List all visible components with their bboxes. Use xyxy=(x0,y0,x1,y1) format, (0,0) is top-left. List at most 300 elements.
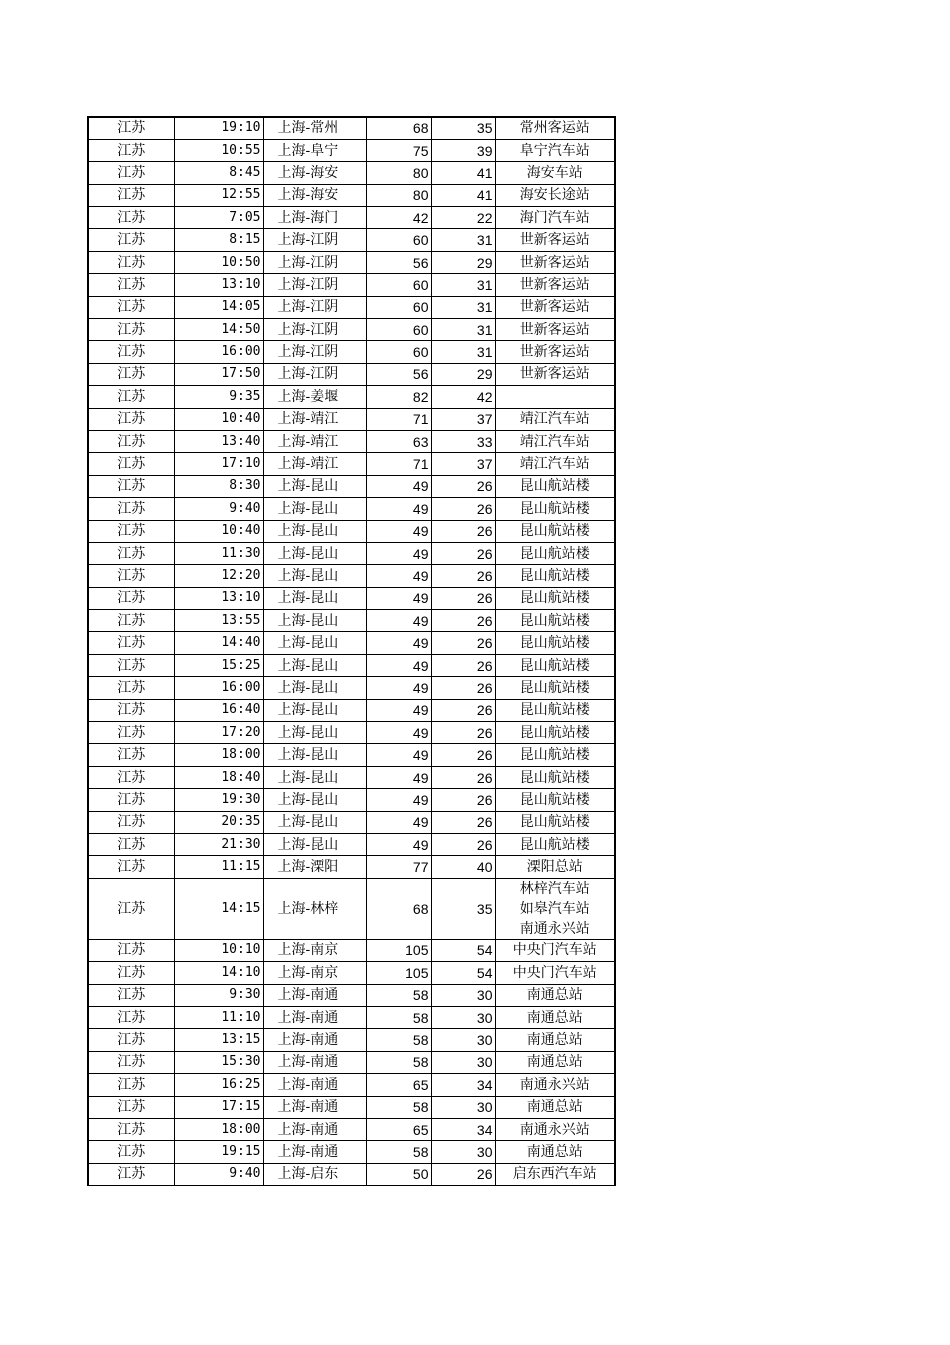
table-row xyxy=(88,834,615,856)
half-fare-cell: 37 xyxy=(431,453,495,475)
province-cell: 江苏 xyxy=(88,251,174,273)
route-cell: 上海-常州 xyxy=(263,117,366,139)
table-row xyxy=(88,207,615,229)
province-cell: 江苏 xyxy=(88,1074,174,1096)
station-cell: 昆山航站楼 xyxy=(495,789,615,811)
full-fare-cell: 49 xyxy=(366,610,431,632)
full-fare-cell: 49 xyxy=(366,677,431,699)
route-cell: 上海-南京 xyxy=(263,962,366,984)
route-cell: 上海-昆山 xyxy=(263,744,366,766)
province-cell: 江苏 xyxy=(88,878,174,939)
route-cell: 上海-南通 xyxy=(263,1006,366,1028)
departure-time-cell: 18:00 xyxy=(174,1118,263,1140)
full-fare-cell: 80 xyxy=(366,162,431,184)
station-cell: 昆山航站楼 xyxy=(495,610,615,632)
departure-time-cell: 9:40 xyxy=(174,1163,263,1185)
table-row xyxy=(88,1074,615,1096)
departure-time-cell: 10:55 xyxy=(174,139,263,161)
half-fare-cell: 31 xyxy=(431,274,495,296)
province-cell: 江苏 xyxy=(88,565,174,587)
station-cell: 南通总站 xyxy=(495,1096,615,1118)
half-fare-cell: 30 xyxy=(431,1096,495,1118)
half-fare-cell: 29 xyxy=(431,363,495,385)
table-row xyxy=(88,722,615,744)
province-cell: 江苏 xyxy=(88,856,174,878)
half-fare-cell: 42 xyxy=(431,386,495,408)
route-cell: 上海-南通 xyxy=(263,1029,366,1051)
half-fare-cell: 26 xyxy=(431,1163,495,1185)
station-cell: 昆山航站楼 xyxy=(495,654,615,676)
route-cell: 上海-昆山 xyxy=(263,498,366,520)
station-cell: 昆山航站楼 xyxy=(495,744,615,766)
province-cell: 江苏 xyxy=(88,984,174,1006)
station-cell: 海安车站 xyxy=(495,162,615,184)
table-row xyxy=(88,117,615,139)
full-fare-cell: 49 xyxy=(366,811,431,833)
table-row xyxy=(88,699,615,721)
station-cell: 世新客运站 xyxy=(495,341,615,363)
departure-time-cell: 17:15 xyxy=(174,1096,263,1118)
table-row xyxy=(88,962,615,984)
table-row xyxy=(88,430,615,452)
table-row xyxy=(88,654,615,676)
station-cell: 中央门汽车站 xyxy=(495,939,615,961)
half-fare-cell: 31 xyxy=(431,341,495,363)
table-row xyxy=(88,520,615,542)
full-fare-cell: 58 xyxy=(366,1029,431,1051)
station-cell: 昆山航站楼 xyxy=(495,587,615,609)
table-row xyxy=(88,565,615,587)
table-row xyxy=(88,341,615,363)
full-fare-cell: 60 xyxy=(366,229,431,251)
table-row xyxy=(88,856,615,878)
province-cell: 江苏 xyxy=(88,722,174,744)
half-fare-cell: 26 xyxy=(431,498,495,520)
province-cell: 江苏 xyxy=(88,139,174,161)
province-cell: 江苏 xyxy=(88,834,174,856)
full-fare-cell: 105 xyxy=(366,962,431,984)
station-cell: 昆山航站楼 xyxy=(495,632,615,654)
half-fare-cell: 26 xyxy=(431,587,495,609)
station-cell: 阜宁汽车站 xyxy=(495,139,615,161)
route-cell: 上海-南通 xyxy=(263,1141,366,1163)
half-fare-cell: 26 xyxy=(431,520,495,542)
province-cell: 江苏 xyxy=(88,386,174,408)
half-fare-cell: 26 xyxy=(431,565,495,587)
full-fare-cell: 58 xyxy=(366,1006,431,1028)
table-row xyxy=(88,386,615,408)
table-row xyxy=(88,744,615,766)
route-cell: 上海-昆山 xyxy=(263,811,366,833)
full-fare-cell: 60 xyxy=(366,296,431,318)
province-cell: 江苏 xyxy=(88,475,174,497)
station-cell: 昆山航站楼 xyxy=(495,834,615,856)
departure-time-cell: 19:10 xyxy=(174,117,263,139)
full-fare-cell: 60 xyxy=(366,319,431,341)
full-fare-cell: 68 xyxy=(366,117,431,139)
station-cell: 南通总站 xyxy=(495,1141,615,1163)
departure-time-cell: 18:40 xyxy=(174,766,263,788)
departure-time-cell: 7:05 xyxy=(174,207,263,229)
half-fare-cell: 34 xyxy=(431,1118,495,1140)
full-fare-cell: 49 xyxy=(366,744,431,766)
half-fare-cell: 35 xyxy=(431,878,495,939)
station-cell: 昆山航站楼 xyxy=(495,766,615,788)
full-fare-cell: 58 xyxy=(366,984,431,1006)
route-cell: 上海-昆山 xyxy=(263,722,366,744)
full-fare-cell: 49 xyxy=(366,654,431,676)
half-fare-cell: 31 xyxy=(431,229,495,251)
route-cell: 上海-昆山 xyxy=(263,677,366,699)
departure-time-cell: 14:50 xyxy=(174,319,263,341)
station-cell: 昆山航站楼 xyxy=(495,699,615,721)
table-row xyxy=(88,1163,615,1185)
full-fare-cell: 42 xyxy=(366,207,431,229)
half-fare-cell: 30 xyxy=(431,1141,495,1163)
departure-time-cell: 12:55 xyxy=(174,184,263,206)
province-cell: 江苏 xyxy=(88,498,174,520)
table-row xyxy=(88,274,615,296)
station-cell: 靖江汽车站 xyxy=(495,453,615,475)
full-fare-cell: 49 xyxy=(366,632,431,654)
full-fare-cell: 49 xyxy=(366,520,431,542)
full-fare-cell: 60 xyxy=(366,274,431,296)
departure-time-cell: 21:30 xyxy=(174,834,263,856)
bus-schedule-table xyxy=(87,116,616,1186)
full-fare-cell: 49 xyxy=(366,587,431,609)
full-fare-cell: 56 xyxy=(366,251,431,273)
route-cell: 上海-溧阳 xyxy=(263,856,366,878)
route-cell: 上海-靖江 xyxy=(263,453,366,475)
table-row xyxy=(88,677,615,699)
route-cell: 上海-南京 xyxy=(263,939,366,961)
province-cell: 江苏 xyxy=(88,789,174,811)
table-row xyxy=(88,542,615,564)
station-cell: 世新客运站 xyxy=(495,296,615,318)
station-cell: 昆山航站楼 xyxy=(495,722,615,744)
route-cell: 上海-昆山 xyxy=(263,834,366,856)
half-fare-cell: 26 xyxy=(431,834,495,856)
table-row xyxy=(88,632,615,654)
half-fare-cell: 26 xyxy=(431,722,495,744)
table-row xyxy=(88,162,615,184)
province-cell: 江苏 xyxy=(88,1029,174,1051)
station-cell: 昆山航站楼 xyxy=(495,677,615,699)
province-cell: 江苏 xyxy=(88,744,174,766)
province-cell: 江苏 xyxy=(88,677,174,699)
half-fare-cell: 30 xyxy=(431,984,495,1006)
half-fare-cell: 37 xyxy=(431,408,495,430)
station-cell: 昆山航站楼 xyxy=(495,542,615,564)
province-cell: 江苏 xyxy=(88,117,174,139)
half-fare-cell: 30 xyxy=(431,1051,495,1073)
departure-time-cell: 13:10 xyxy=(174,587,263,609)
station-cell: 海安长途站 xyxy=(495,184,615,206)
province-cell: 江苏 xyxy=(88,1163,174,1185)
route-cell: 上海-姜堰 xyxy=(263,386,366,408)
full-fare-cell: 65 xyxy=(366,1118,431,1140)
departure-time-cell: 17:50 xyxy=(174,363,263,385)
route-cell: 上海-昆山 xyxy=(263,699,366,721)
province-cell: 江苏 xyxy=(88,453,174,475)
departure-time-cell: 19:15 xyxy=(174,1141,263,1163)
table-row xyxy=(88,184,615,206)
province-cell: 江苏 xyxy=(88,699,174,721)
station-cell: 昆山航站楼 xyxy=(495,565,615,587)
route-cell: 上海-南通 xyxy=(263,1118,366,1140)
station-cell: 南通总站 xyxy=(495,1029,615,1051)
departure-time-cell: 13:40 xyxy=(174,430,263,452)
table-row xyxy=(88,766,615,788)
station-cell: 昆山航站楼 xyxy=(495,498,615,520)
province-cell: 江苏 xyxy=(88,939,174,961)
half-fare-cell: 31 xyxy=(431,319,495,341)
station-cell: 靖江汽车站 xyxy=(495,430,615,452)
departure-time-cell: 14:05 xyxy=(174,296,263,318)
departure-time-cell: 16:40 xyxy=(174,699,263,721)
full-fare-cell: 58 xyxy=(366,1051,431,1073)
route-cell: 上海-海安 xyxy=(263,184,366,206)
departure-time-cell: 11:10 xyxy=(174,1006,263,1028)
station-cell: 南通总站 xyxy=(495,1051,615,1073)
route-cell: 上海-江阴 xyxy=(263,319,366,341)
departure-time-cell: 16:00 xyxy=(174,341,263,363)
half-fare-cell: 26 xyxy=(431,744,495,766)
half-fare-cell: 22 xyxy=(431,207,495,229)
province-cell: 江苏 xyxy=(88,542,174,564)
departure-time-cell: 16:25 xyxy=(174,1074,263,1096)
departure-time-cell: 11:30 xyxy=(174,542,263,564)
half-fare-cell: 29 xyxy=(431,251,495,273)
station-cell: 溧阳总站 xyxy=(495,856,615,878)
half-fare-cell: 26 xyxy=(431,632,495,654)
departure-time-cell: 14:15 xyxy=(174,878,263,939)
departure-time-cell: 11:15 xyxy=(174,856,263,878)
departure-time-cell: 13:10 xyxy=(174,274,263,296)
route-cell: 上海-南通 xyxy=(263,1074,366,1096)
province-cell: 江苏 xyxy=(88,811,174,833)
full-fare-cell: 80 xyxy=(366,184,431,206)
table-row xyxy=(88,610,615,632)
province-cell: 江苏 xyxy=(88,1006,174,1028)
table-row xyxy=(88,251,615,273)
province-cell: 江苏 xyxy=(88,766,174,788)
departure-time-cell: 14:10 xyxy=(174,962,263,984)
province-cell: 江苏 xyxy=(88,319,174,341)
route-cell: 上海-江阴 xyxy=(263,229,366,251)
full-fare-cell: 49 xyxy=(366,475,431,497)
full-fare-cell: 49 xyxy=(366,498,431,520)
departure-time-cell: 15:30 xyxy=(174,1051,263,1073)
table-row xyxy=(88,408,615,430)
departure-time-cell: 17:20 xyxy=(174,722,263,744)
station-cell: 昆山航站楼 xyxy=(495,811,615,833)
station-cell xyxy=(495,386,615,408)
full-fare-cell: 49 xyxy=(366,834,431,856)
route-cell: 上海-昆山 xyxy=(263,610,366,632)
departure-time-cell: 16:00 xyxy=(174,677,263,699)
province-cell: 江苏 xyxy=(88,229,174,251)
half-fare-cell: 26 xyxy=(431,654,495,676)
station-cell: 昆山航站楼 xyxy=(495,475,615,497)
table-row xyxy=(88,139,615,161)
departure-time-cell: 9:40 xyxy=(174,498,263,520)
province-cell: 江苏 xyxy=(88,587,174,609)
province-cell: 江苏 xyxy=(88,610,174,632)
table-row xyxy=(88,811,615,833)
full-fare-cell: 71 xyxy=(366,453,431,475)
route-cell: 上海-启东 xyxy=(263,1163,366,1185)
province-cell: 江苏 xyxy=(88,184,174,206)
full-fare-cell: 49 xyxy=(366,565,431,587)
full-fare-cell: 49 xyxy=(366,722,431,744)
province-cell: 江苏 xyxy=(88,408,174,430)
full-fare-cell: 49 xyxy=(366,766,431,788)
half-fare-cell: 26 xyxy=(431,542,495,564)
route-cell: 上海-靖江 xyxy=(263,430,366,452)
half-fare-cell: 41 xyxy=(431,162,495,184)
station-cell: 南通总站 xyxy=(495,984,615,1006)
route-cell: 上海-昆山 xyxy=(263,475,366,497)
station-cell: 南通永兴站 xyxy=(495,1074,615,1096)
departure-time-cell: 13:55 xyxy=(174,610,263,632)
full-fare-cell: 75 xyxy=(366,139,431,161)
station-cell: 南通永兴站 xyxy=(495,1118,615,1140)
province-cell: 江苏 xyxy=(88,162,174,184)
station-cell: 靖江汽车站 xyxy=(495,408,615,430)
route-cell: 上海-昆山 xyxy=(263,766,366,788)
station-cell: 启东西汽车站 xyxy=(495,1163,615,1185)
province-cell: 江苏 xyxy=(88,274,174,296)
route-cell: 上海-昆山 xyxy=(263,587,366,609)
route-cell: 上海-林梓 xyxy=(263,878,366,939)
route-cell: 上海-昆山 xyxy=(263,542,366,564)
station-cell: 世新客运站 xyxy=(495,319,615,341)
full-fare-cell: 58 xyxy=(366,1096,431,1118)
route-cell: 上海-海安 xyxy=(263,162,366,184)
station-cell: 林梓汽车站 如皋汽车站 南通永兴站 xyxy=(495,878,615,939)
half-fare-cell: 54 xyxy=(431,939,495,961)
station-cell: 世新客运站 xyxy=(495,363,615,385)
departure-time-cell: 20:35 xyxy=(174,811,263,833)
route-cell: 上海-江阴 xyxy=(263,274,366,296)
full-fare-cell: 105 xyxy=(366,939,431,961)
route-cell: 上海-阜宁 xyxy=(263,139,366,161)
half-fare-cell: 40 xyxy=(431,856,495,878)
departure-time-cell: 8:15 xyxy=(174,229,263,251)
departure-time-cell: 10:10 xyxy=(174,939,263,961)
province-cell: 江苏 xyxy=(88,1141,174,1163)
full-fare-cell: 60 xyxy=(366,341,431,363)
table-row xyxy=(88,453,615,475)
route-cell: 上海-南通 xyxy=(263,1096,366,1118)
full-fare-cell: 77 xyxy=(366,856,431,878)
province-cell: 江苏 xyxy=(88,1118,174,1140)
full-fare-cell: 82 xyxy=(366,386,431,408)
half-fare-cell: 35 xyxy=(431,117,495,139)
half-fare-cell: 34 xyxy=(431,1074,495,1096)
departure-time-cell: 9:35 xyxy=(174,386,263,408)
province-cell: 江苏 xyxy=(88,341,174,363)
table-row xyxy=(88,1051,615,1073)
station-cell: 常州客运站 xyxy=(495,117,615,139)
departure-time-cell: 14:40 xyxy=(174,632,263,654)
table-row xyxy=(88,1006,615,1028)
half-fare-cell: 33 xyxy=(431,430,495,452)
full-fare-cell: 63 xyxy=(366,430,431,452)
departure-time-cell: 8:45 xyxy=(174,162,263,184)
half-fare-cell: 26 xyxy=(431,789,495,811)
table-row xyxy=(88,296,615,318)
full-fare-cell: 71 xyxy=(366,408,431,430)
route-cell: 上海-江阴 xyxy=(263,363,366,385)
half-fare-cell: 26 xyxy=(431,811,495,833)
half-fare-cell: 26 xyxy=(431,699,495,721)
departure-time-cell: 12:20 xyxy=(174,565,263,587)
table-row xyxy=(88,475,615,497)
station-cell: 世新客运站 xyxy=(495,274,615,296)
departure-time-cell: 18:00 xyxy=(174,744,263,766)
route-cell: 上海-江阴 xyxy=(263,251,366,273)
province-cell: 江苏 xyxy=(88,1096,174,1118)
province-cell: 江苏 xyxy=(88,520,174,542)
full-fare-cell: 49 xyxy=(366,699,431,721)
table-row xyxy=(88,1029,615,1051)
half-fare-cell: 26 xyxy=(431,475,495,497)
province-cell: 江苏 xyxy=(88,654,174,676)
table-row xyxy=(88,878,615,939)
full-fare-cell: 68 xyxy=(366,878,431,939)
departure-time-cell: 10:40 xyxy=(174,408,263,430)
province-cell: 江苏 xyxy=(88,363,174,385)
full-fare-cell: 56 xyxy=(366,363,431,385)
half-fare-cell: 41 xyxy=(431,184,495,206)
full-fare-cell: 65 xyxy=(366,1074,431,1096)
province-cell: 江苏 xyxy=(88,296,174,318)
route-cell: 上海-昆山 xyxy=(263,654,366,676)
route-cell: 上海-南通 xyxy=(263,984,366,1006)
province-cell: 江苏 xyxy=(88,207,174,229)
route-cell: 上海-昆山 xyxy=(263,789,366,811)
full-fare-cell: 58 xyxy=(366,1141,431,1163)
station-cell: 昆山航站楼 xyxy=(495,520,615,542)
departure-time-cell: 19:30 xyxy=(174,789,263,811)
route-cell: 上海-昆山 xyxy=(263,520,366,542)
route-cell: 上海-南通 xyxy=(263,1051,366,1073)
table-row xyxy=(88,984,615,1006)
half-fare-cell: 39 xyxy=(431,139,495,161)
half-fare-cell: 26 xyxy=(431,610,495,632)
province-cell: 江苏 xyxy=(88,430,174,452)
departure-time-cell: 10:40 xyxy=(174,520,263,542)
route-cell: 上海-昆山 xyxy=(263,565,366,587)
route-cell: 上海-江阴 xyxy=(263,341,366,363)
table-row xyxy=(88,789,615,811)
province-cell: 江苏 xyxy=(88,632,174,654)
route-cell: 上海-昆山 xyxy=(263,632,366,654)
full-fare-cell: 49 xyxy=(366,789,431,811)
table-row xyxy=(88,498,615,520)
departure-time-cell: 10:50 xyxy=(174,251,263,273)
half-fare-cell: 31 xyxy=(431,296,495,318)
table-row xyxy=(88,229,615,251)
table-row xyxy=(88,363,615,385)
departure-time-cell: 8:30 xyxy=(174,475,263,497)
departure-time-cell: 15:25 xyxy=(174,654,263,676)
table-row xyxy=(88,587,615,609)
full-fare-cell: 49 xyxy=(366,542,431,564)
station-cell: 南通总站 xyxy=(495,1006,615,1028)
